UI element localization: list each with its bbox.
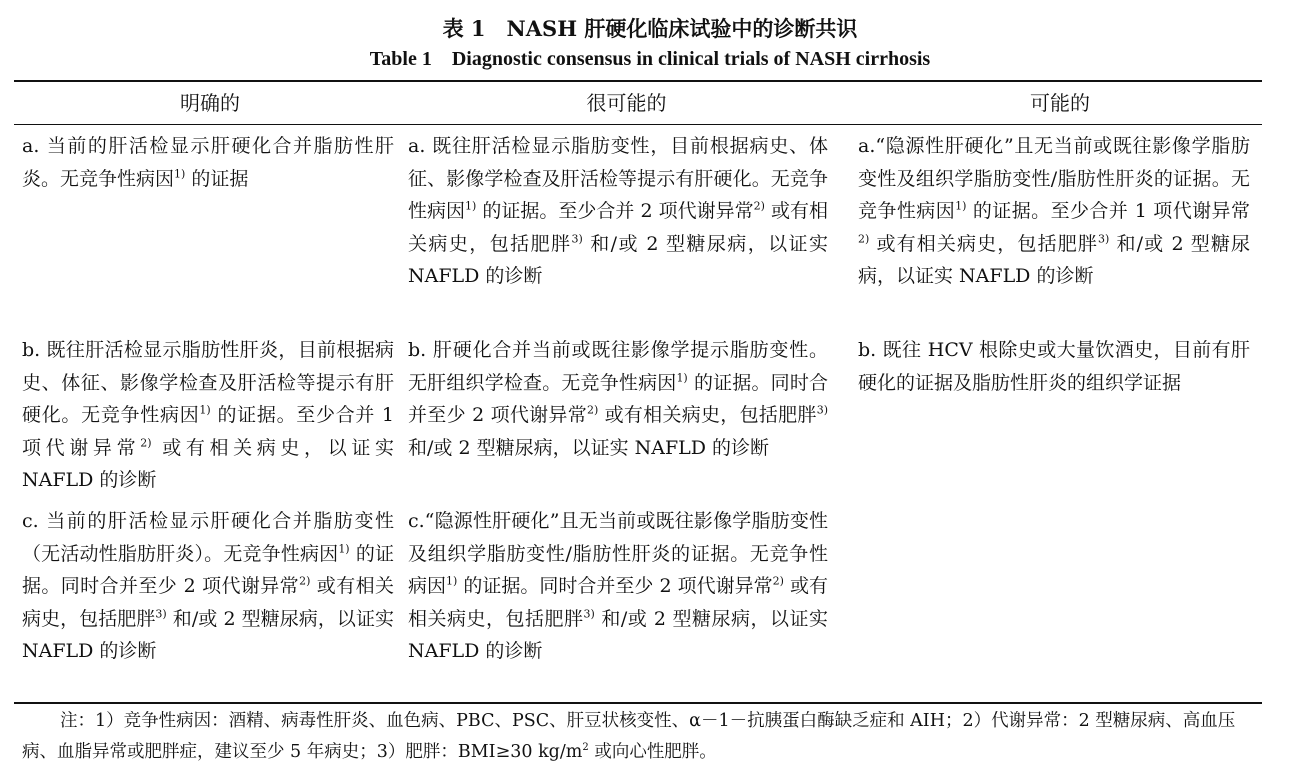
cell-text: 或有相关病史，包括肥胖 xyxy=(408,575,828,630)
footnote-marker: 1) xyxy=(199,403,211,417)
cell-text: 的证据。同时合并至少 2 项代谢异常 xyxy=(408,371,828,426)
cell-probable-a xyxy=(408,130,828,293)
cell-definite-c xyxy=(22,505,394,668)
cell-possible-a xyxy=(858,130,1250,293)
cell-possible-b xyxy=(858,334,1250,399)
footnote-marker: 2) xyxy=(586,403,599,417)
cell-text: 和/或 2 型糖尿病，以证实 NAFLD 的诊断 xyxy=(408,607,828,662)
cell-definite-a xyxy=(22,130,394,195)
cell-probable-b xyxy=(408,334,828,464)
footnote-marker: 1) xyxy=(676,371,688,385)
footnote-marker: 2) xyxy=(772,574,784,588)
cell-text: 或有相关病史，包括肥胖 xyxy=(869,232,1098,255)
cell-text: c.“隐源性肝硬化”且无当前或既往影像学脂肪变性及组织学脂肪变性/脂肪性肝炎的证据。无竞争性病因 xyxy=(408,510,828,597)
cell-text: b. 既往肝活检显示脂肪性肝炎，目前根据病史、体征、影像学检查及肝活检等提示有肝硬化。无竞争性病因 xyxy=(22,339,394,426)
table-header-rule xyxy=(14,124,1262,125)
cell-text: 的证据。至少合并 1 项代谢异常 xyxy=(966,200,1250,222)
footnote-marker: 1) xyxy=(446,574,458,588)
table-title-cn: 表 1 NASH 肝硬化临床试验中的诊断共识 xyxy=(442,16,858,41)
cell-text: a.“隐源性肝硬化”且无当前或既往影像学脂肪变性及组织学脂肪变性/脂肪性肝炎的证据。无竞争性病因 xyxy=(858,135,1250,222)
footnote-marker: 2) xyxy=(753,199,765,213)
footnote-marker: 1) xyxy=(465,199,477,213)
cell-text: 的证据。同时合并至少 2 项代谢异常 xyxy=(457,575,773,597)
cell-text: 的证据。至少合并 2 项代谢异常 xyxy=(476,200,754,222)
cell-text: 或向心性肥胖。 xyxy=(588,742,717,762)
cell-text: c. 当前的肝活检显示肝硬化合并脂肪变性（无活动性脂肪肝炎）。无竞争性病因 xyxy=(22,510,394,565)
table-bottom-rule xyxy=(14,702,1262,704)
cell-text: 注：1）竞争性病因：酒精、病毒性肝炎、血色病、PBC、PSC、肝豆状核变性、α－1－抗胰蛋白酶缺乏症和 AIH；2）代谢异常：2 型糖尿病、高血压病、血脂异常或肥胖症，建议至少 5 年病史；3）肥胖：BMI≥30 kg/m xyxy=(22,711,1236,762)
cell-text: b. 肝硬化合并当前或既往影像学提示脂肪变性。无肝组织学检查。无竞争性病因 xyxy=(408,339,828,394)
cell-text: 和/或 2 型糖尿病，以证实 NAFLD 的诊断 xyxy=(858,232,1251,287)
cell-text: 和/或 2 型糖尿病，以证实 NAFLD 的诊断 xyxy=(22,607,394,662)
cell-text: 或有相关病史，以证实 NAFLD 的诊断 xyxy=(22,436,394,491)
cell-definite-b xyxy=(22,334,394,497)
footnote-marker: 2 xyxy=(582,742,589,754)
footnote-marker: 3) xyxy=(155,607,167,621)
cell-text: 和/或 2 型糖尿病，以证实 NAFLD 的诊断 xyxy=(408,232,828,287)
column-header-definite: 明确的 xyxy=(180,91,240,115)
footnote-marker: 1) xyxy=(955,199,967,213)
cell-text: 的证据。同时合并至少 2 项代谢异常 xyxy=(22,542,394,597)
footnote-marker: 3) xyxy=(1098,232,1110,246)
table-title-en: Table 1 Diagnostic consensus in clinical trials of NASH cirrhosis xyxy=(369,48,931,70)
footnote-marker: 3) xyxy=(571,232,583,246)
footnote-marker: 1) xyxy=(338,542,350,556)
table-header xyxy=(14,82,1262,124)
footnote-marker: 1) xyxy=(174,167,186,181)
cell-probable-c xyxy=(408,505,828,668)
footnote-marker: 2) xyxy=(299,574,311,588)
footnote-marker: 2) xyxy=(858,232,870,246)
column-header-probable: 很可能的 xyxy=(586,91,667,115)
footnote-marker: 3) xyxy=(583,607,595,621)
cell-text: a. 当前的肝活检显示肝硬化合并脂肪性肝炎。无竞争性病因 xyxy=(22,135,394,190)
cell-text: 的证据。至少合并 1 项代谢异常 xyxy=(22,404,394,459)
cell-text: b. 既往 HCV 根除史或大量饮酒史，目前有肝硬化的证据及脂肪性肝炎的组织学证据 xyxy=(858,339,1250,394)
footnote-marker: 3) xyxy=(816,403,828,417)
cell-text: 和/或 2 型糖尿病，以证实 NAFLD 的诊断 xyxy=(408,436,770,459)
table-footnote xyxy=(22,706,1262,768)
cell-text: 或有相关病史，包括肥胖 xyxy=(22,575,394,630)
cell-text: 或有相关病史，包括肥胖 xyxy=(408,200,828,255)
column-header-possible: 可能的 xyxy=(1030,91,1090,115)
cell-text: 的证据 xyxy=(185,167,249,190)
cell-text: 或有相关病史，包括肥胖 xyxy=(598,404,817,426)
footnote-marker: 2) xyxy=(140,436,152,450)
cell-text: a. 既往肝活检显示脂肪变性，目前根据病史、体征、影像学检查及肝活检等提示有肝硬化。无竞争性病因 xyxy=(408,135,828,222)
